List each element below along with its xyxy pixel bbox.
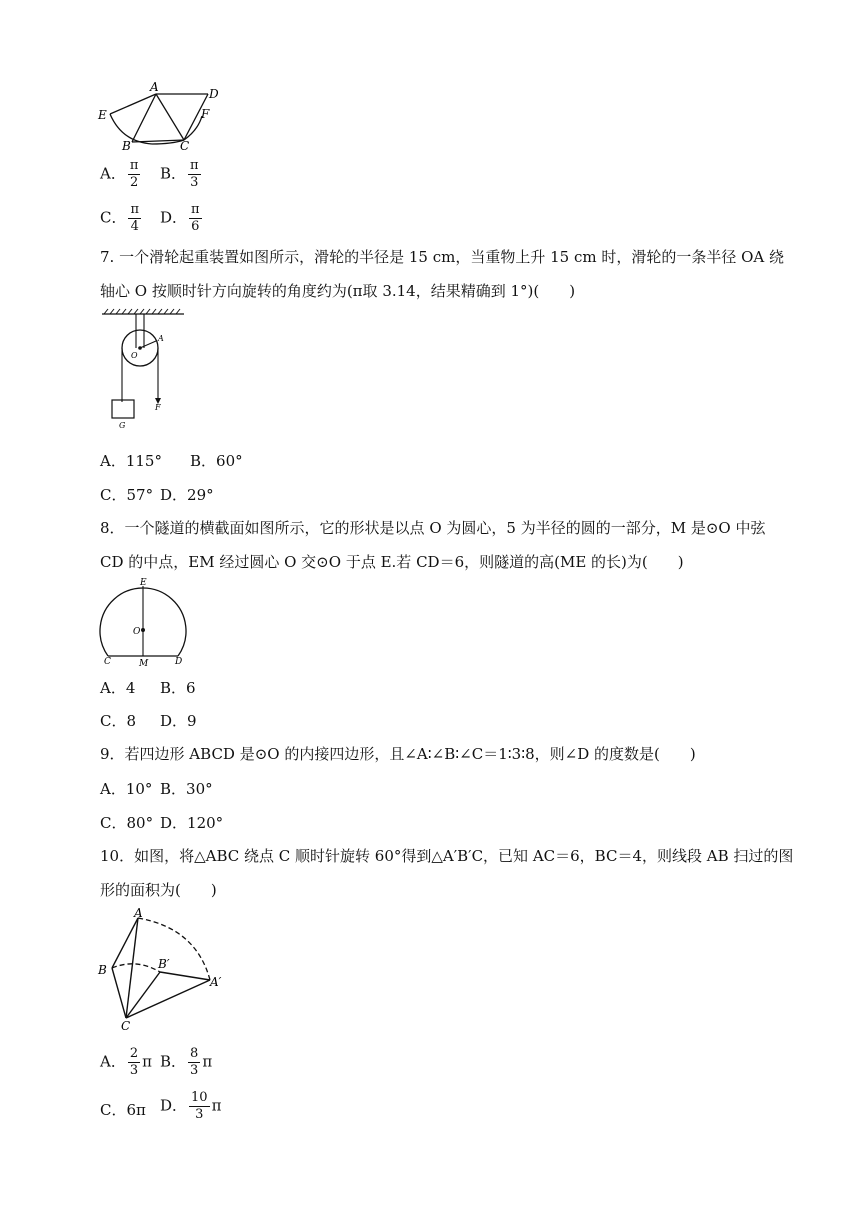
q10-stem-line1: 10．如图，将△ABC 绕点 C 顺时针旋转 60°得到△A′B′C，已知 AC＝6，BC＝4，则线段 AB 扫过的图 xyxy=(100,847,794,865)
q10-option-a[interactable]: A． $\frac{2}{3}$ π xyxy=(100,1046,152,1078)
q6-option-d[interactable]: D． $\frac{\pi}{6}$ xyxy=(160,202,200,234)
q7-option-c[interactable]: C．57° xyxy=(100,486,154,504)
fraction: $\frac{\pi}{2}$ xyxy=(129,158,139,190)
q10-option-d[interactable]: D． $\frac{10}{3}$ π xyxy=(160,1090,222,1122)
q10-label-a: A xyxy=(134,906,143,920)
q6-option-a[interactable]: A． $\frac{\pi}{2}$ xyxy=(100,158,139,190)
q8-option-c[interactable]: C．8 xyxy=(100,712,137,730)
q6-label-c: C xyxy=(180,139,190,152)
q10-label-b: B xyxy=(98,963,107,977)
q9-option-d[interactable]: D．120° xyxy=(160,814,224,832)
q6-option-b[interactable]: B． $\frac{\pi}{3}$ xyxy=(160,158,199,190)
q8-label-c: C xyxy=(104,657,111,667)
q8-label-o: O xyxy=(133,627,141,637)
q6-figure xyxy=(92,80,232,152)
q8-stem-line2: CD 的中点，EM 经过圆心 O 交⊙O 于点 E.若 CD＝6，则隧道的高(ME 的长)为( ) xyxy=(100,553,684,571)
fraction: $\frac{8}{3}$ xyxy=(190,1046,199,1078)
q10-option-b[interactable]: B． $\frac{8}{3}$ π xyxy=(160,1046,213,1078)
q10-label-c: C xyxy=(121,1019,131,1032)
q8-label-m: M xyxy=(139,659,149,668)
q6-option-c[interactable]: C． $\frac{\pi}{4}$ xyxy=(100,202,140,234)
q9-option-b[interactable]: B．30° xyxy=(160,780,213,798)
q6-label-d: D xyxy=(209,87,219,101)
fraction: $\frac{10}{3}$ xyxy=(191,1090,208,1122)
q8-stem-line1: 8．一个隧道的横截面如图所示，它的形状是以点 O 为圆心，5 为半径的圆的一部分，M 是⊙O 中弦 xyxy=(100,519,766,537)
q7-label-a: A xyxy=(158,334,164,343)
q7-option-a[interactable]: A．115° xyxy=(100,452,162,470)
q10-label-a-prime: A′ xyxy=(210,975,222,989)
q7-stem-line1: 7. 一个滑轮起重装置如图所示，滑轮的半径是 15 cm，当重物上升 15 cm 时，滑轮的一条半径 OA 绕 xyxy=(100,248,785,266)
q8-tunnel-figure xyxy=(96,576,196,668)
q10-label-b-prime: B′ xyxy=(158,957,170,971)
q6-label-f: F xyxy=(201,107,210,121)
fraction: $\frac{\pi}{6}$ xyxy=(191,202,200,234)
q8-option-d[interactable]: D．9 xyxy=(160,712,197,730)
q6-label-a: A xyxy=(150,80,159,94)
q9-option-a[interactable]: A．10° xyxy=(100,780,153,798)
q8-option-a[interactable]: A．4 xyxy=(100,679,136,697)
q6-label-e: E xyxy=(98,108,107,122)
q7-option-d[interactable]: D．29° xyxy=(160,486,214,504)
fraction: $\frac{\pi}{4}$ xyxy=(130,202,140,234)
q7-label-g: G xyxy=(119,421,126,430)
q7-stem-line2: 轴心 O 按顺时针方向旋转的角度约为(π取 3.14，结果精确到 1°)( ) xyxy=(100,282,576,300)
q10-option-c[interactable]: C．6π xyxy=(100,1101,146,1119)
q7-label-f: F xyxy=(155,403,161,412)
q8-label-d: D xyxy=(175,657,183,667)
fraction: $\frac{2}{3}$ xyxy=(129,1046,139,1078)
q9-stem-line1: 9．若四边形 ABCD 是⊙O 的内接四边形，且∠A∶∠B∶∠C＝1∶3∶8，则∠D 的度数是( ) xyxy=(100,745,696,763)
q9-option-c[interactable]: C．80° xyxy=(100,814,154,832)
q10-stem-line2: 形的面积为( ) xyxy=(100,881,217,899)
q8-option-b[interactable]: B．6 xyxy=(160,679,196,697)
q7-option-b[interactable]: B．60° xyxy=(190,452,243,470)
q7-pulley-figure xyxy=(98,308,190,432)
fraction: $\frac{\pi}{3}$ xyxy=(190,158,199,190)
q7-label-o: O xyxy=(131,351,138,360)
q10-rotation-figure xyxy=(92,906,236,1032)
q6-label-b: B xyxy=(122,139,131,152)
q8-label-e: E xyxy=(140,578,147,588)
